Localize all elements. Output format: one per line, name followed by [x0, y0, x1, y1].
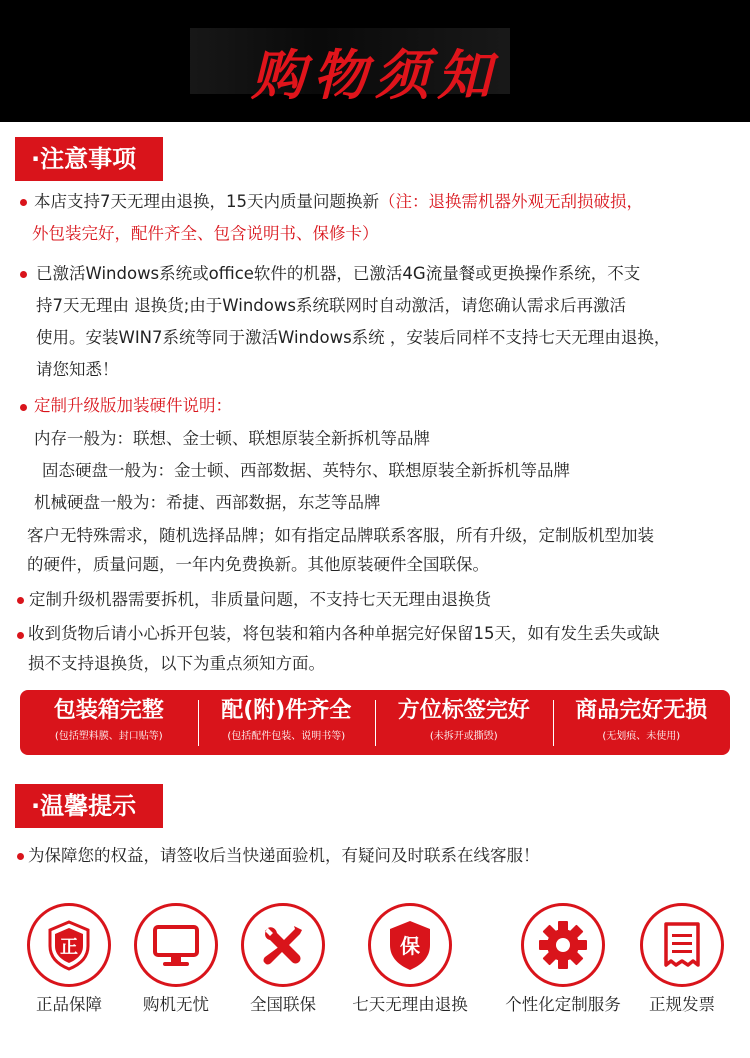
- service-invoice: [617, 903, 747, 1017]
- notice-paragraph-2: [36, 258, 730, 386]
- tools-icon: [241, 903, 325, 987]
- key-point-packaging: [20, 690, 198, 755]
- bullet-dot: [20, 404, 27, 411]
- notice-text: 客户无特殊需求，随机选择品牌；如有指定品牌联系客服，所有升级，定制版机型加装: [27, 526, 654, 545]
- key-point-subtitle: (未拆开或撕毁): [429, 731, 498, 742]
- notice-text: 收到货物后请小心拆开包装，将包装和箱内各种单据完好保留15天，如有发生丢失或缺: [28, 624, 660, 643]
- hardware-list: [34, 423, 730, 519]
- bullet-dot: [17, 853, 24, 860]
- key-point-accessories: [198, 690, 376, 755]
- svg-text:保: 保: [400, 934, 420, 958]
- bullet-dot: [17, 597, 24, 604]
- bullet-dot: [20, 199, 27, 206]
- monitor-icon: [134, 903, 218, 987]
- hardware-item: 内存一般为：联想、金士顿、联想原装全新拆机等品牌: [34, 429, 430, 448]
- notice-section-tag: ·注意事项: [15, 137, 163, 181]
- service-label: 正品保障: [36, 995, 102, 1014]
- bullet-dot: [20, 271, 27, 278]
- hardware-section-title: 定制升级版加装硬件说明：: [34, 396, 232, 415]
- notice-paragraph-4: [27, 521, 730, 579]
- key-point-subtitle: (包括配件包装、说明书等): [227, 731, 346, 742]
- service-label: 购机无忧: [143, 995, 209, 1014]
- svg-text:正: 正: [60, 937, 78, 958]
- notice-text: 本店支持7天无理由退换，15天内质量问题换新: [34, 192, 379, 211]
- notice-text: 持7天无理由 退换货;由于Windows系统联网时自动激活，请您确认需求后再激活: [36, 296, 626, 315]
- gear-icon: [521, 903, 605, 987]
- invoice-icon: [640, 903, 724, 987]
- key-point-title: 包装箱完整: [53, 698, 164, 723]
- service-label: 全国联保: [250, 995, 316, 1014]
- key-point-title: 配(附)件齐全: [221, 698, 352, 723]
- guarantee-shield-icon: [368, 903, 452, 987]
- service-icons-row: [0, 903, 750, 1023]
- genuine-shield-icon: [27, 903, 111, 987]
- notice-warning-text: （注：退换需机器外观无刮损破损，: [379, 192, 643, 211]
- service-label: 正规发票: [649, 995, 715, 1014]
- service-label: 七天无理由退换: [352, 995, 468, 1014]
- notice-paragraph-6: [28, 619, 730, 679]
- key-point-title: 方位标签完好: [397, 698, 530, 723]
- key-point-condition: [553, 690, 731, 755]
- notice-text: 使用。安装WIN7系统等同于激活Windows系统 ，安装后同样不支持七天无理由退换，: [36, 328, 671, 347]
- tips-text: 为保障您的权益，请签收后当快递面验机，有疑问及时联系在线客服！: [28, 846, 540, 865]
- service-label: 个性化定制服务: [505, 995, 621, 1014]
- tips-section-tag: ·温馨提示: [15, 784, 163, 828]
- bullet-dot: [17, 632, 24, 639]
- page-title: 购物须知: [251, 43, 499, 107]
- key-point-subtitle: (包括塑料膜、封口贴等): [54, 731, 163, 742]
- service-seven-day-return: [345, 903, 475, 1017]
- notice-text: 的硬件，质量问题，一年内免费换新。其他原装硬件全国联保。: [27, 555, 489, 574]
- notice-paragraph-1: [34, 186, 730, 250]
- notice-text: 请您知悉！: [36, 360, 119, 379]
- hardware-item: 机械硬盘一般为：希捷、西部数据，东芝等品牌: [34, 493, 381, 512]
- hardware-item: 固态硬盘一般为：金士顿、西部数据、英特尔、联想原装全新拆机等品牌: [42, 461, 570, 480]
- notice-text: 已激活Windows系统或office软件的机器，已激活4G流量餐或更换操作系统，不支: [36, 264, 641, 283]
- service-customization: [498, 903, 628, 1017]
- key-point-labels: [375, 690, 553, 755]
- page-header: [0, 0, 750, 122]
- key-points-bar: [20, 690, 730, 755]
- service-warranty: [218, 903, 348, 1017]
- key-point-title: 商品完好无损: [575, 698, 708, 723]
- notice-warning-text: 外包装完好，配件齐全、包含说明书、保修卡）: [32, 224, 379, 243]
- key-point-subtitle: (无划痕、未使用): [602, 731, 681, 742]
- notice-text: 损不支持退换货，以下为重点须知方面。: [28, 654, 325, 673]
- notice-paragraph-5: 定制升级机器需要拆机，非质量问题，不支持七天无理由退换货: [29, 590, 491, 609]
